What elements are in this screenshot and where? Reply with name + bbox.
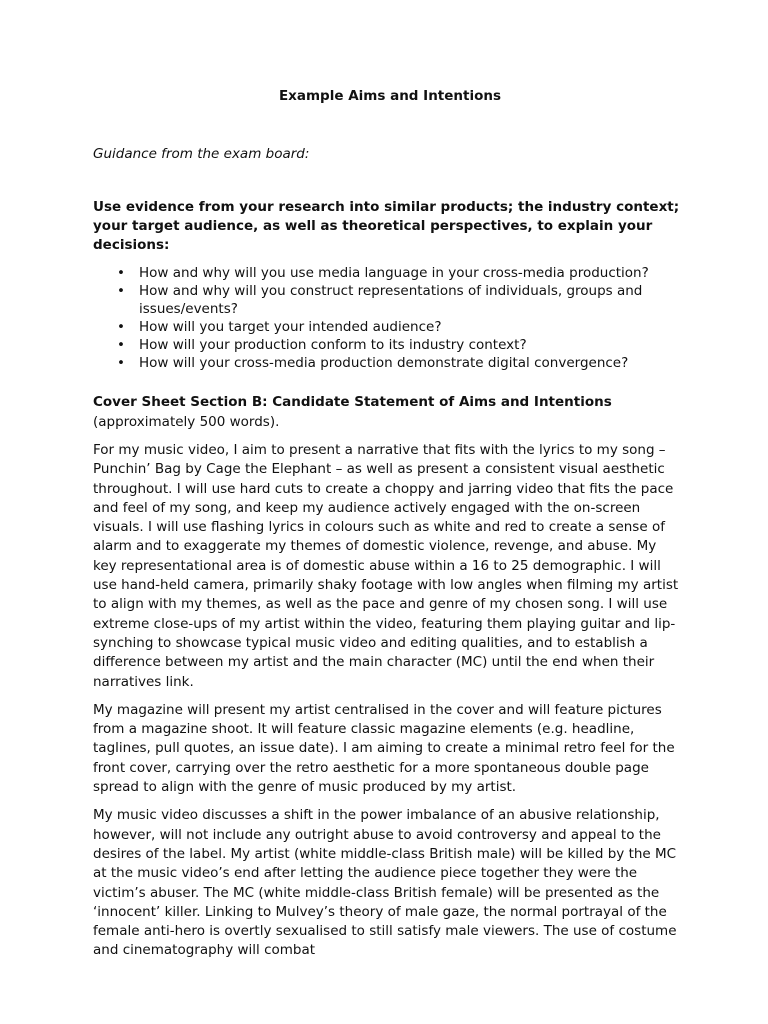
question-item [117, 354, 683, 372]
section-heading [93, 392, 683, 432]
question-item [117, 318, 683, 336]
question-list [93, 264, 683, 372]
body-paragraph: My music video discusses a shift in the power imbalance of an abusive relationship, however, will not include any outright abuse to avoid controversy and appeal to the desires of the label. My artist (white middle-class British male) will be killed by the MC at the music video’s end after letting the audience piece together they were the victim’s abuser. The MC (white middle-class British female) will be presented as the ‘innocent’ killer. Linking to Mulvey’s theory of male gaze, the normal portrayal of the female anti-hero is overtly sexualised to still satisfy male viewers. The use of costume and cinematography will combat [93, 807, 677, 959]
instruction-text: Use evidence from your research into similar products; the industry context; your target audience, as well as theoretical perspectives, to explain your decisions: [93, 199, 680, 253]
section-heading-title: Cover Sheet Section B: Candidate Statement of Aims and Intentions [93, 394, 612, 410]
question-item [117, 336, 683, 354]
question-text: How will your cross-media production demonstrate digital convergence? [139, 355, 629, 371]
question-text: How will you target your intended audience? [139, 319, 442, 335]
bullet-icon: • [117, 283, 125, 299]
document-title: Example Aims and Intentions [278, 88, 502, 104]
question-item [117, 282, 683, 318]
section-word-count-note: (approximately 500 words). [93, 414, 280, 430]
bullet-icon: • [117, 355, 125, 371]
bullet-icon: • [117, 337, 125, 353]
question-text: How and why will you construct representations of individuals, groups and issues/events? [139, 283, 643, 317]
question-text: How and why will you use media language in your cross-media production? [139, 265, 649, 281]
document-page [93, 86, 683, 961]
question-text: How will your production conform to its industry context? [139, 337, 527, 353]
question-item [117, 264, 683, 282]
bullet-icon: • [117, 319, 125, 335]
body-paragraph: My magazine will present my artist centralised in the cover and will feature pictures from a magazine shoot. It will feature classic magazine elements (e.g. headline, taglines, pull quotes, an issue date). I am aiming to create a minimal retro feel for the front cover, carrying over the retro aesthetic for a more spontaneous double page spread to align with the genre of music produced by my artist. [93, 701, 675, 796]
guidance-label: Guidance from the exam board: [93, 146, 310, 162]
bullet-icon: • [117, 265, 125, 281]
body-paragraph: For my music video, I aim to present a narrative that fits with the lyrics to my song – Punchin’ Bag by Cage the Elephant – as well as present a consistent visual aesthetic throughout. I will use hard cuts to create a choppy and jarring video that fits the pace and feel of my song, and keep my audience actively engaged with the on-screen visuals. I will use flashing lyrics in colours such as white and red to create a sense of alarm and to exaggerate my themes of domestic violence, revenge, and abuse. My key representational area is of domestic abuse within a 16 to 25 demographic. I will use hand-held camera, primarily shaky footage with low angles when filming my artist to align with my themes, as well as the pace and genre of my chosen song. I will use extreme close-ups of my artist within the video, featuring them playing guitar and lip-synching to showcase typical music video and editing qualities, and to establish a difference between my artist and the main character (MC) until the end when their narratives link. [93, 442, 679, 690]
